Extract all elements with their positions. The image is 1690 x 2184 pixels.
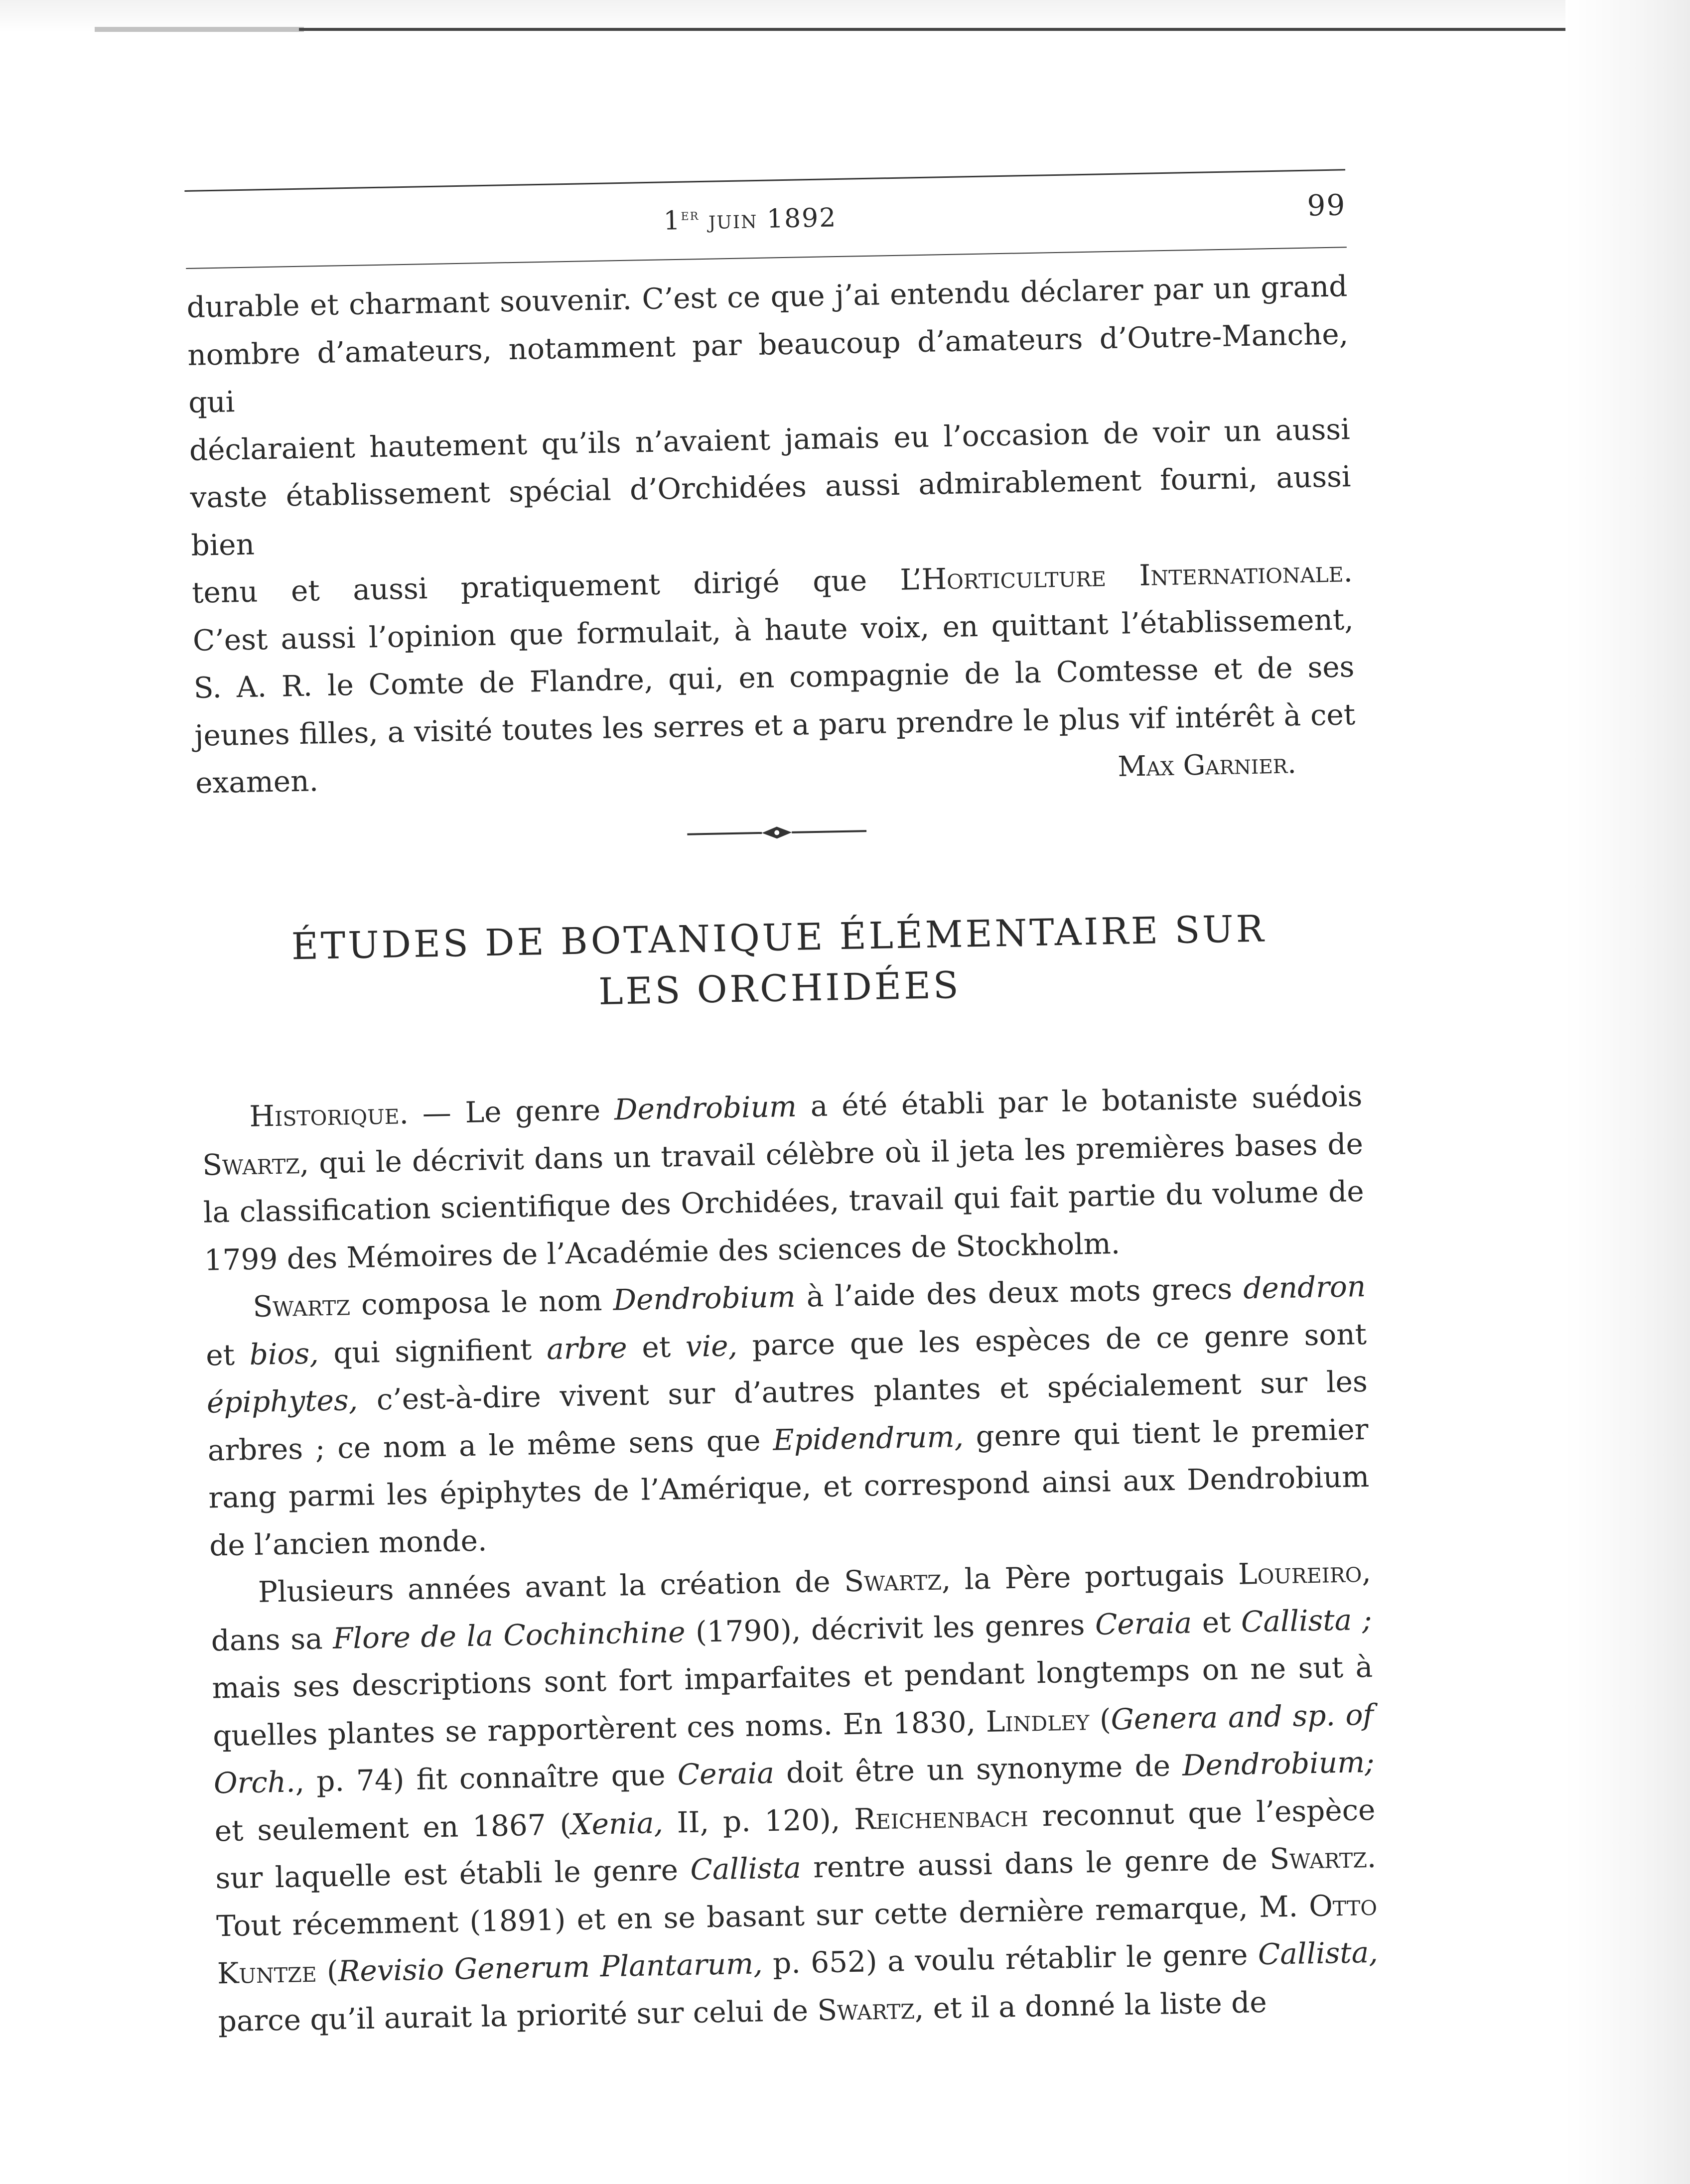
- text-line: C’est aussi l’opinion que formulait, à haute voix, en quittant l’établissement,: [192, 602, 1354, 658]
- scan-top-line: [299, 28, 1574, 31]
- section-title: [198, 902, 1360, 1025]
- running-head: [185, 188, 1346, 259]
- body-text: [186, 263, 1379, 2046]
- text-line: durable et charmant souvenir. C’est ce que j’ai entendu déclarer par un grand: [186, 269, 1348, 324]
- text-line: tenu et aussi pratiquement dirigé que L’Horticulture Internationale.: [191, 554, 1353, 610]
- paragraph-etymology: Swartz composa le nom Dendrobium à l’aide des deux mots grecs dendron et bios, qui signifient arbre et vie, parce que les espèces de ce genre sont épiphytes, c’est-à-dire vivent sur d’autres plantes et spécialement sur les arbres ; ce nom a le même sens que Epidendrum, genre qui tient le premier rang parmi les épiphytes de l’Amérique, et correspond ainsi aux Dendrobium de l’ancien monde.: [205, 1269, 1370, 1563]
- text-line: S. A. R. le Comte de Flandre, qui, en compagnie de la Comtesse et de ses: [193, 650, 1355, 705]
- ornament-divider-icon: [687, 821, 867, 844]
- scan-right-edge: [1565, 0, 1690, 2184]
- author-signature: Max Garnier.: [1117, 747, 1297, 783]
- text-line: examen.: [195, 764, 319, 800]
- paragraph-historique: Historique. — Le genre Dendrobium a été établi par le botaniste suédois Swartz, qui le décrivit dans un travail célèbre où il jeta les premières bases de la classification scientifique des Orchidées, travail qui fait partie du volume de 1799 des Mémoires de l’Académie des sciences de Stockholm.: [202, 1079, 1365, 1277]
- paragraph-history: Plusieurs années avant la création de Swartz, la Père portugais Loureiro, dans sa Flore de la Cochinchine (1790), décrivit les genres Ceraia et Callista ; mais ses descriptions sont fort imparfaites et pendant longtemps on ne sut à quelles plantes se rapportèrent ces noms. En 1830, Lindley (Genera and sp. of Orch., p. 74) fit connaître que Ceraia doit être un synonyme de Dendrobium; et seulement en 1867 (Xenia, II, p. 120), Reichenbach reconnut que l’espèce sur laquelle est établi le genre Callista rentre aussi dans le genre de Swartz. Tout récemment (1891) et en se basant sur cette dernière remarque, M. Otto Kuntze (Revisio Generum Plantarum, p. 652) a voulu rétablir le genre Callista, parce qu’il aurait la priorité sur celui de Swartz, et il a donné la liste de: [211, 1555, 1379, 2039]
- establishment-name: L’Horticulture Internationale.: [899, 554, 1353, 597]
- scan-shadow: [95, 27, 304, 32]
- page-number: 99: [1306, 188, 1346, 223]
- header-rule-top: [184, 169, 1345, 192]
- header-date: 1er juin 1892: [663, 203, 837, 236]
- section-title-line: ÉTUDES DE BOTANIQUE ÉLÉMENTAIRE SUR: [291, 907, 1267, 968]
- text-line: jeunes filles, a visité toutes les serres et a paru prendre le plus vif intérêt à cet: [194, 697, 1356, 753]
- text-line: nombre d’amateurs, notamment par beaucoup d’amateurs d’Outre-Manche, qui: [187, 316, 1349, 419]
- section-title-line: LES ORCHIDÉES: [598, 963, 962, 1014]
- scan-top-edge: [0, 0, 1690, 32]
- text-line: déclaraient hautement qu’ils n’avaient jamais eu l’occasion de voir un aussi: [189, 411, 1351, 467]
- text-line: vaste établissement spécial d’Orchidées aussi admirablement fourni, aussi bien: [190, 459, 1351, 562]
- book-page: [184, 157, 1433, 2039]
